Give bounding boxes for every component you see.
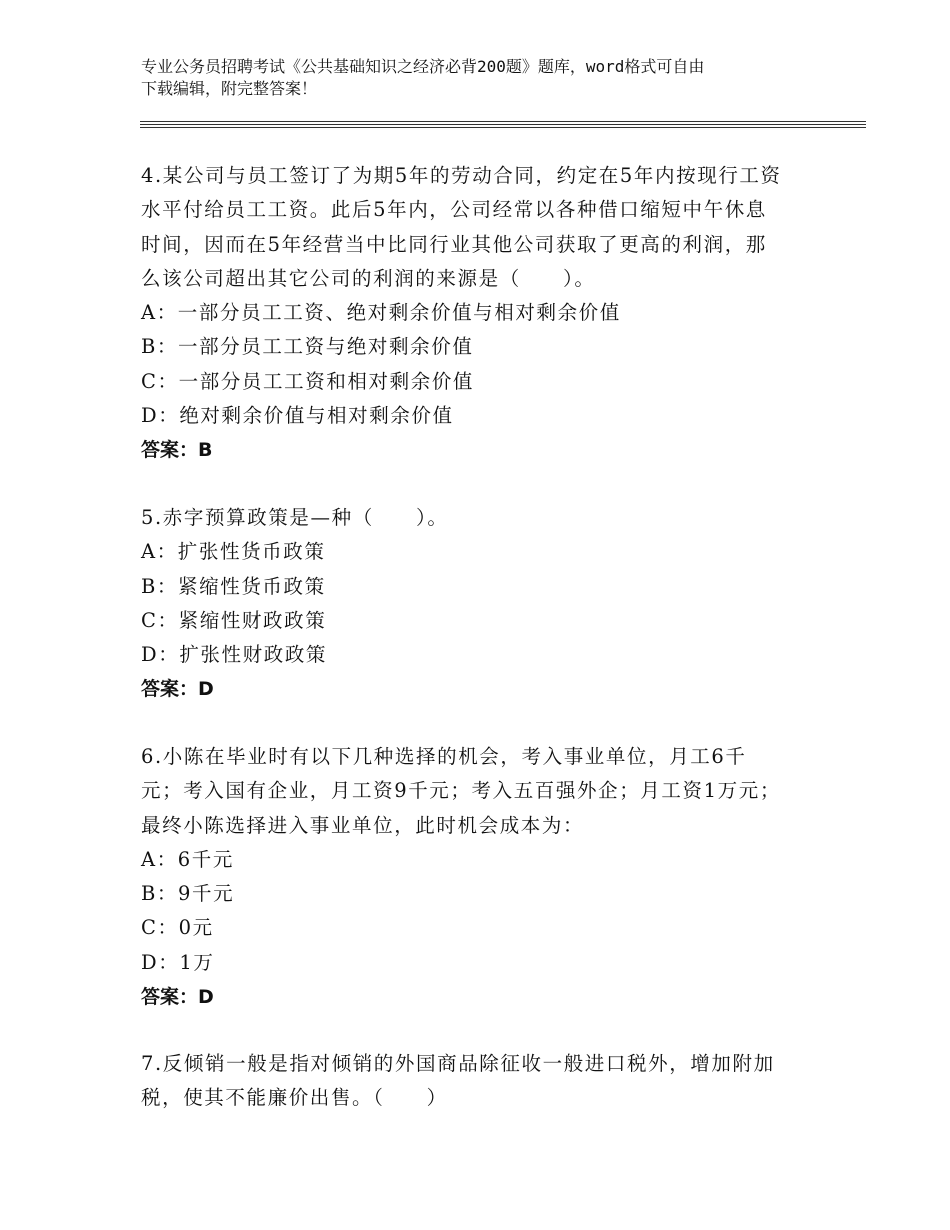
answer-label: 答案：D xyxy=(141,678,214,701)
question-stem-line: 税，使其不能廉价出售。（ ） xyxy=(141,1086,448,1110)
option-d: D：绝对剩余价值与相对剩余价值 xyxy=(141,404,454,428)
header-rule xyxy=(140,121,866,122)
header-line-1: 专业公务员招聘考试《公共基础知识之经济必背200题》题库，word格式可自由 xyxy=(141,57,705,76)
option-a: A：6千元 xyxy=(141,847,234,871)
question-5 xyxy=(141,501,821,707)
option-a: A：一部分员工工资、绝对剩余价值与相对剩余价值 xyxy=(141,301,621,325)
question-stem-line: 6.小陈在毕业时有以下几种选择的机会，考入事业单位，月工6千 xyxy=(141,745,747,768)
option-d: D：扩张性财政政策 xyxy=(141,643,328,667)
option-b: B：9千元 xyxy=(141,882,235,906)
question-stem-line: 4.某公司与员工签订了为期5年的劳动合同，约定在5年内按现行工资 xyxy=(141,164,782,187)
question-stem-line: 时间，因而在5年经营当中比同行业其他公司获取了更高的利润，那 xyxy=(141,232,767,256)
question-stem-line: 最终小陈选择进入事业单位，此时机会成本为： xyxy=(141,813,585,837)
header-rule xyxy=(140,124,866,125)
option-c: C：0元 xyxy=(141,916,214,940)
question-6 xyxy=(141,740,821,1014)
option-d: D：1万 xyxy=(141,950,215,974)
question-4 xyxy=(141,159,821,468)
option-b: B：紧缩性货币政策 xyxy=(141,574,326,598)
option-a: A：扩张性货币政策 xyxy=(141,540,326,564)
question-stem-line: 水平付给员工工资。此后5年内，公司经常以各种借口缩短中午休息 xyxy=(141,198,767,222)
question-stem-line: 7.反倾销一般是指对倾销的外国商品除征收一般进口税外，增加附加 xyxy=(141,1052,775,1075)
answer-label: 答案：B xyxy=(141,439,213,462)
header-line-2: 下载编辑，附完整答案！ xyxy=(141,79,318,98)
document-header xyxy=(141,56,841,100)
question-stem-line: 5.赤字预算政策是—种（ ）。 xyxy=(141,506,449,529)
option-c: C：一部分员工工资和相对剩余价值 xyxy=(141,369,475,393)
option-b: B：一部分员工工资与绝对剩余价值 xyxy=(141,335,474,359)
question-stem-line: 元；考入国有企业，月工资9千元；考入五百强外企；月工资1万元； xyxy=(141,779,781,803)
question-7 xyxy=(141,1047,821,1116)
question-stem-line: 么该公司超出其它公司的利润的来源是（ ）。 xyxy=(141,266,596,290)
answer-label: 答案：D xyxy=(141,986,214,1009)
header-rule xyxy=(140,127,866,128)
option-c: C：紧缩性财政政策 xyxy=(141,608,327,632)
